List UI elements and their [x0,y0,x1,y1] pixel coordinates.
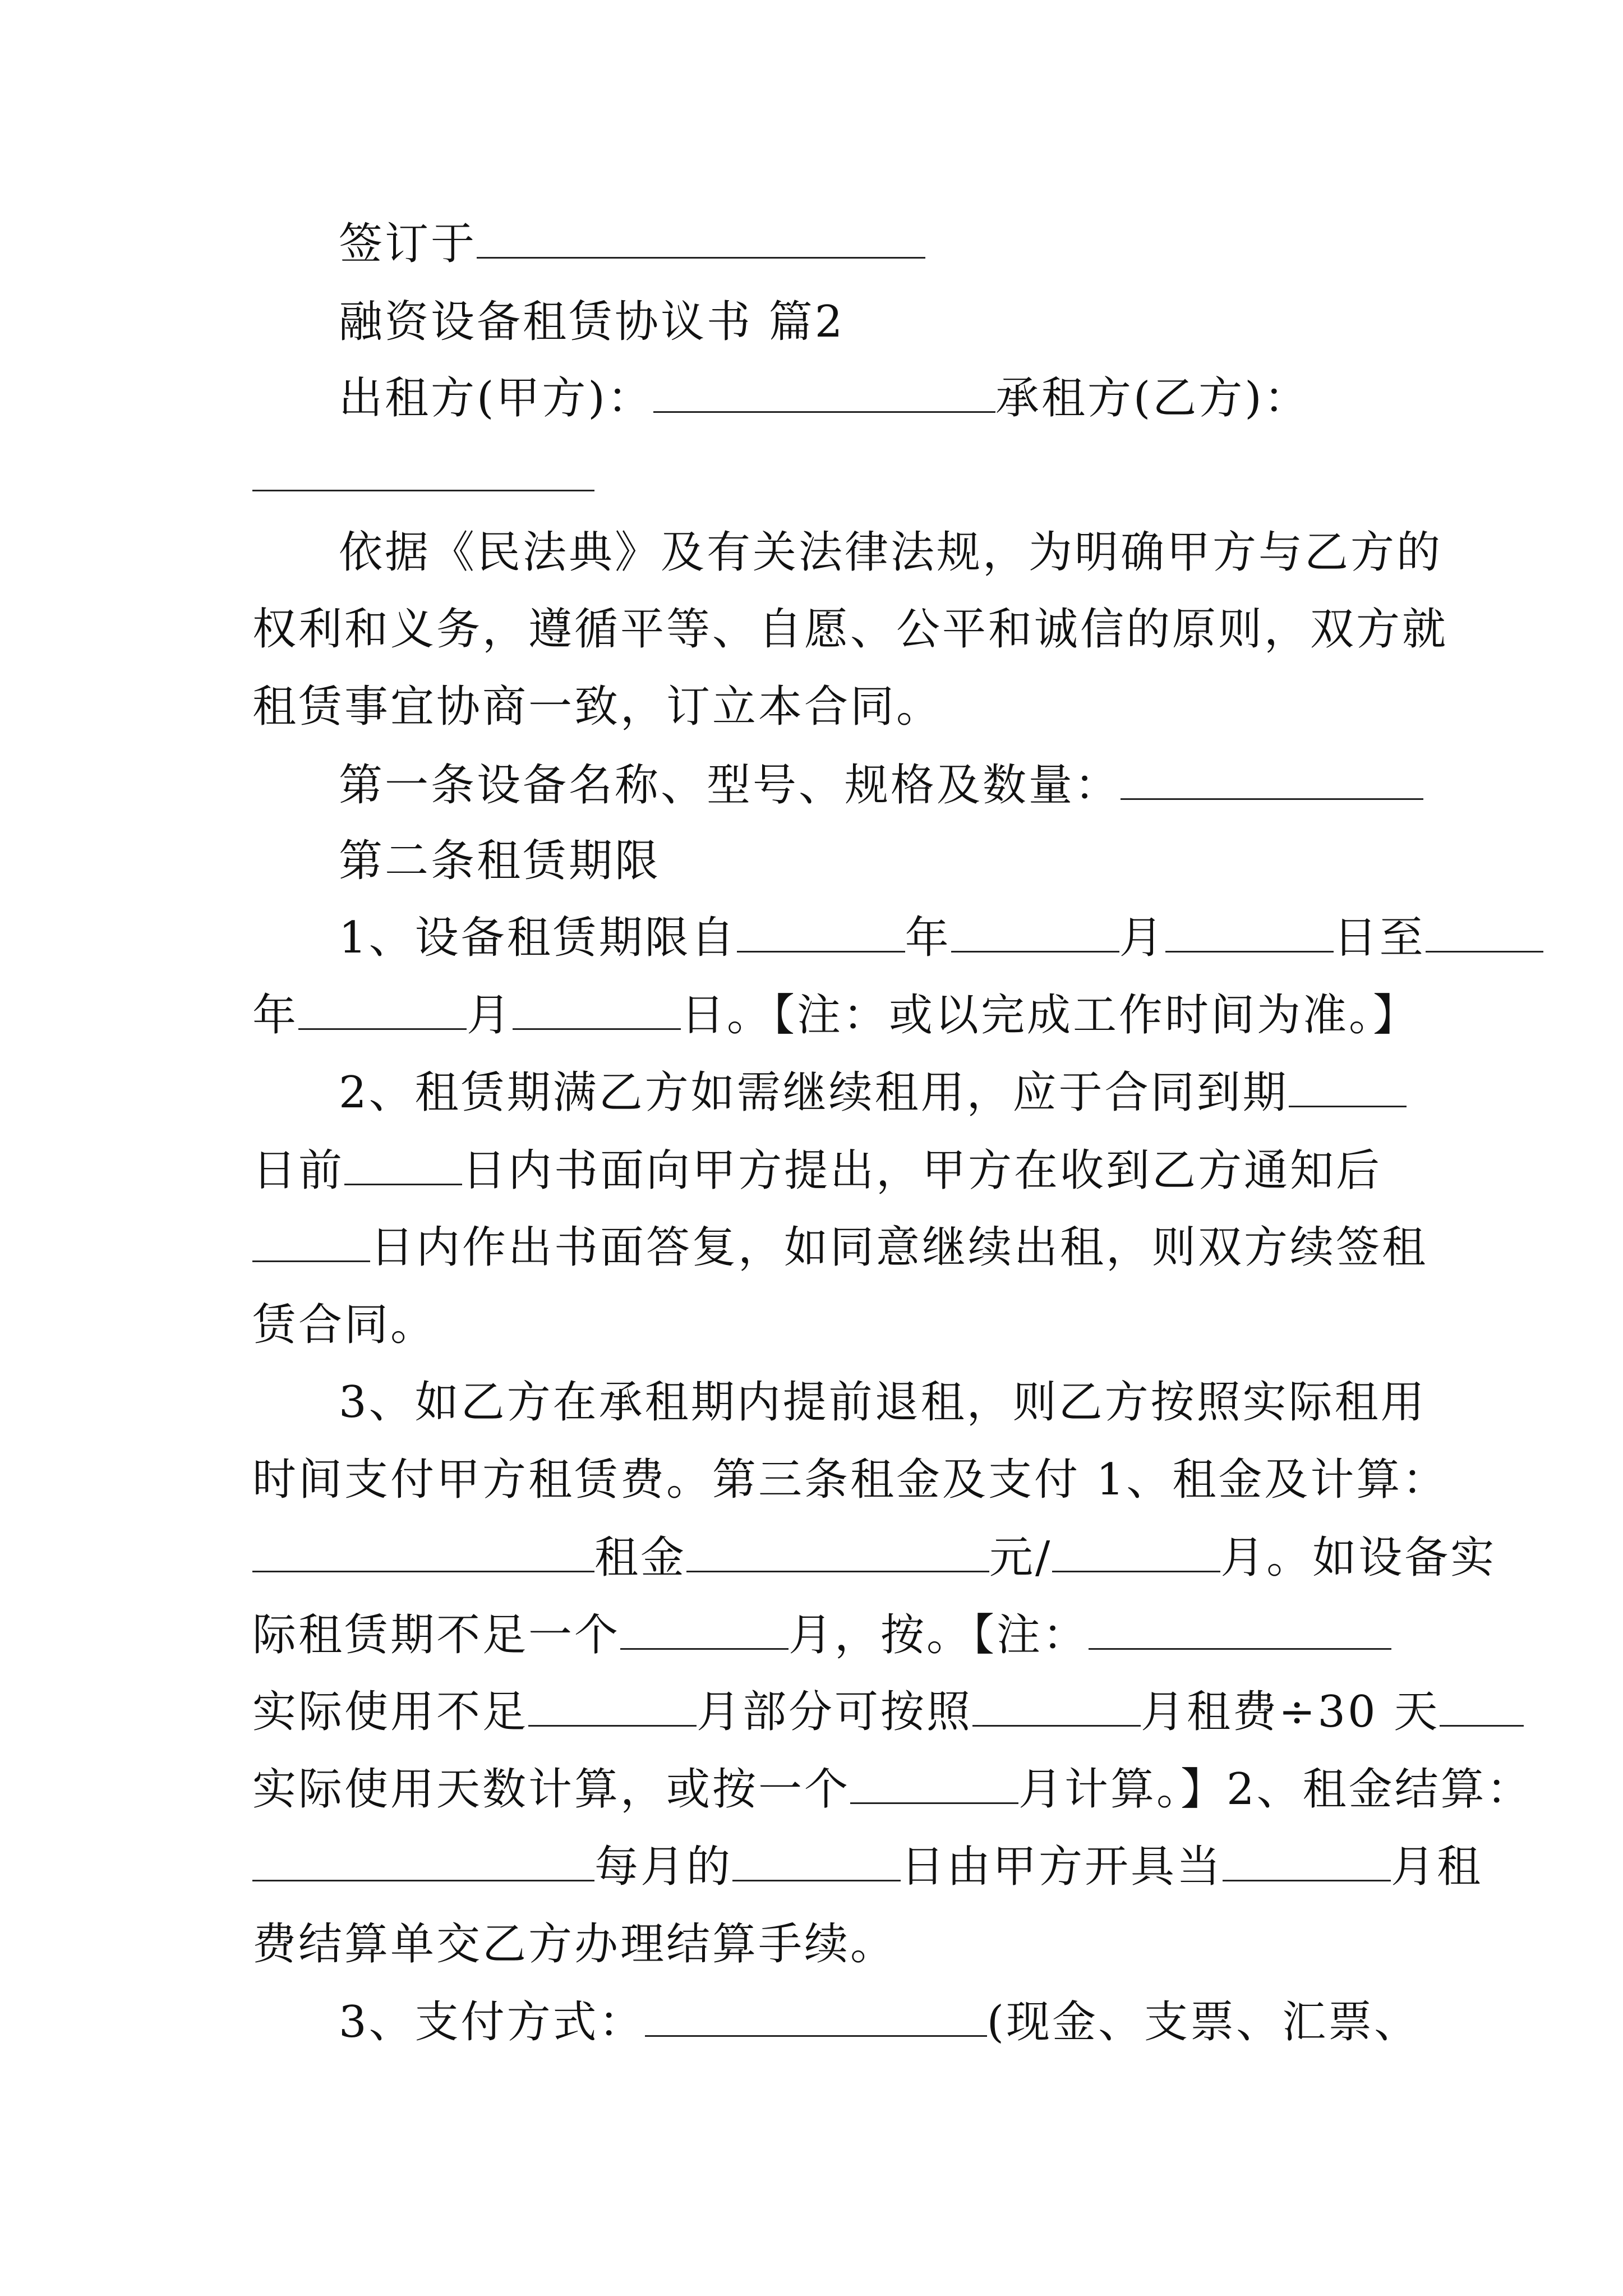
clause-line: 赁合同。 [252,1300,437,1350]
clause-line [252,1684,1440,1740]
fill-blank [850,1763,1018,1804]
fill-blank [732,1841,901,1881]
clause-text: 日。【注：或以完成工作时间为准。】 [681,990,1419,1041]
clause-text: 年 [252,990,299,1041]
clause-text: 每月的 [594,1842,733,1892]
lessor-blank [653,372,995,413]
payment-options: (现金、支票、汇票、 [986,1997,1421,2047]
clause-text: 月部分可按照 [697,1687,973,1737]
fill-blank [344,1144,462,1185]
fill-blank [737,912,905,953]
clause-text: 租金 [594,1533,687,1583]
clause-text: 月。如设备实 [1220,1533,1497,1583]
fill-blank [1052,1531,1220,1572]
clause-text: 元/ [989,1533,1053,1583]
fill-blank [951,912,1119,953]
lessee-label: 承租方(乙方)： [995,373,1310,424]
document-subtitle: 融资设备租赁协议书 篇2 [339,297,845,347]
paragraph-line: 依据《民法典》及有关法律法规，为明确甲方与乙方的 [339,527,1443,578]
article-1 [339,757,1391,813]
fill-blank [1089,1609,1391,1650]
clause-text: 2、租赁期满乙方如需继续租用，应于合同到期 [339,1068,1289,1118]
clause-text: 1、设备租赁期限自 [339,913,737,963]
clause-text: 日前 [252,1145,345,1196]
fill-blank [686,1531,989,1572]
clause-text: 月租 [1391,1842,1483,1892]
clause-text: 实际使用不足 [252,1687,529,1737]
payment-blank [645,1996,987,2037]
fill-blank [1223,1841,1391,1881]
signed-at-line [339,216,1391,272]
clause-text: 月租费÷30 天 [1141,1687,1440,1737]
clause-text: 际租赁期不足一个 [252,1610,621,1660]
fill-blank [620,1609,789,1650]
fill-blank [252,1841,594,1881]
clause-text: 月 [1119,913,1165,963]
fill-blank [972,1686,1141,1727]
fill-blank [528,1686,697,1727]
clause-line [252,1220,1428,1276]
parties-line [339,370,1391,426]
fill-blank [1440,1686,1524,1727]
paragraph-line: 权利和义务，遵循平等、自愿、公平和诚信的原则，双方就 [252,604,1449,655]
clause-text: 实际使用天数计算，或按一个 [252,1764,851,1815]
article-1-label: 第一条设备名称、型号、规格及数量： [339,760,1121,811]
clause-text: 日内书面向甲方提出，甲方在收到乙方通知后 [462,1145,1382,1196]
clause-line [252,1143,1391,1199]
equipment-blank [1121,759,1423,800]
fill-blank [298,989,467,1030]
fill-blank [252,1221,370,1262]
payment-line [339,1994,1421,2050]
clause-text: 日至 [1333,913,1426,963]
clause-text: 日内作出书面答复，如同意继续出租，则双方续签租 [370,1222,1428,1273]
signed-at-blank [477,218,925,259]
lessee-blank-line [252,449,1391,505]
signed-at-label: 签订于 [339,219,477,269]
clause-text: 月 [467,990,513,1041]
clause-line: 费结算单交乙方办理结算手续。 [252,1919,897,1970]
fill-blank [252,1531,594,1572]
paragraph-line: 租赁事宜协商一致，订立本合同。 [252,682,943,732]
payment-label: 3、支付方式： [339,1997,645,2047]
lessee-blank [252,450,594,491]
clause-line [252,987,1419,1043]
clause-text: 月，按。【注： [789,1610,1089,1660]
fill-blank [1289,1066,1407,1107]
clause-line: 时间支付甲方租赁费。第三条租金及支付 1、租金及计算： [252,1455,1449,1505]
fill-blank [513,989,681,1030]
clause-line: 3、如乙方在承租期内提前退租，则乙方按照实际租用 [339,1377,1427,1428]
clause-text: 年 [905,913,951,963]
clause-line [339,910,1426,966]
fill-blank [1165,912,1334,953]
clause-line [252,1839,1483,1895]
clause-line [252,1530,1497,1586]
clause-text: 日由甲方开具当 [901,1842,1223,1892]
clause-line [252,1761,1533,1818]
clause-line [339,1065,1391,1121]
fill-blank [1426,912,1543,953]
lessor-label: 出租方(甲方)： [339,373,653,424]
clause-line [252,1607,1391,1663]
article-2-heading: 第二条租赁期限 [339,836,661,886]
clause-text: 月计算。】2、租金结算： [1018,1764,1533,1815]
